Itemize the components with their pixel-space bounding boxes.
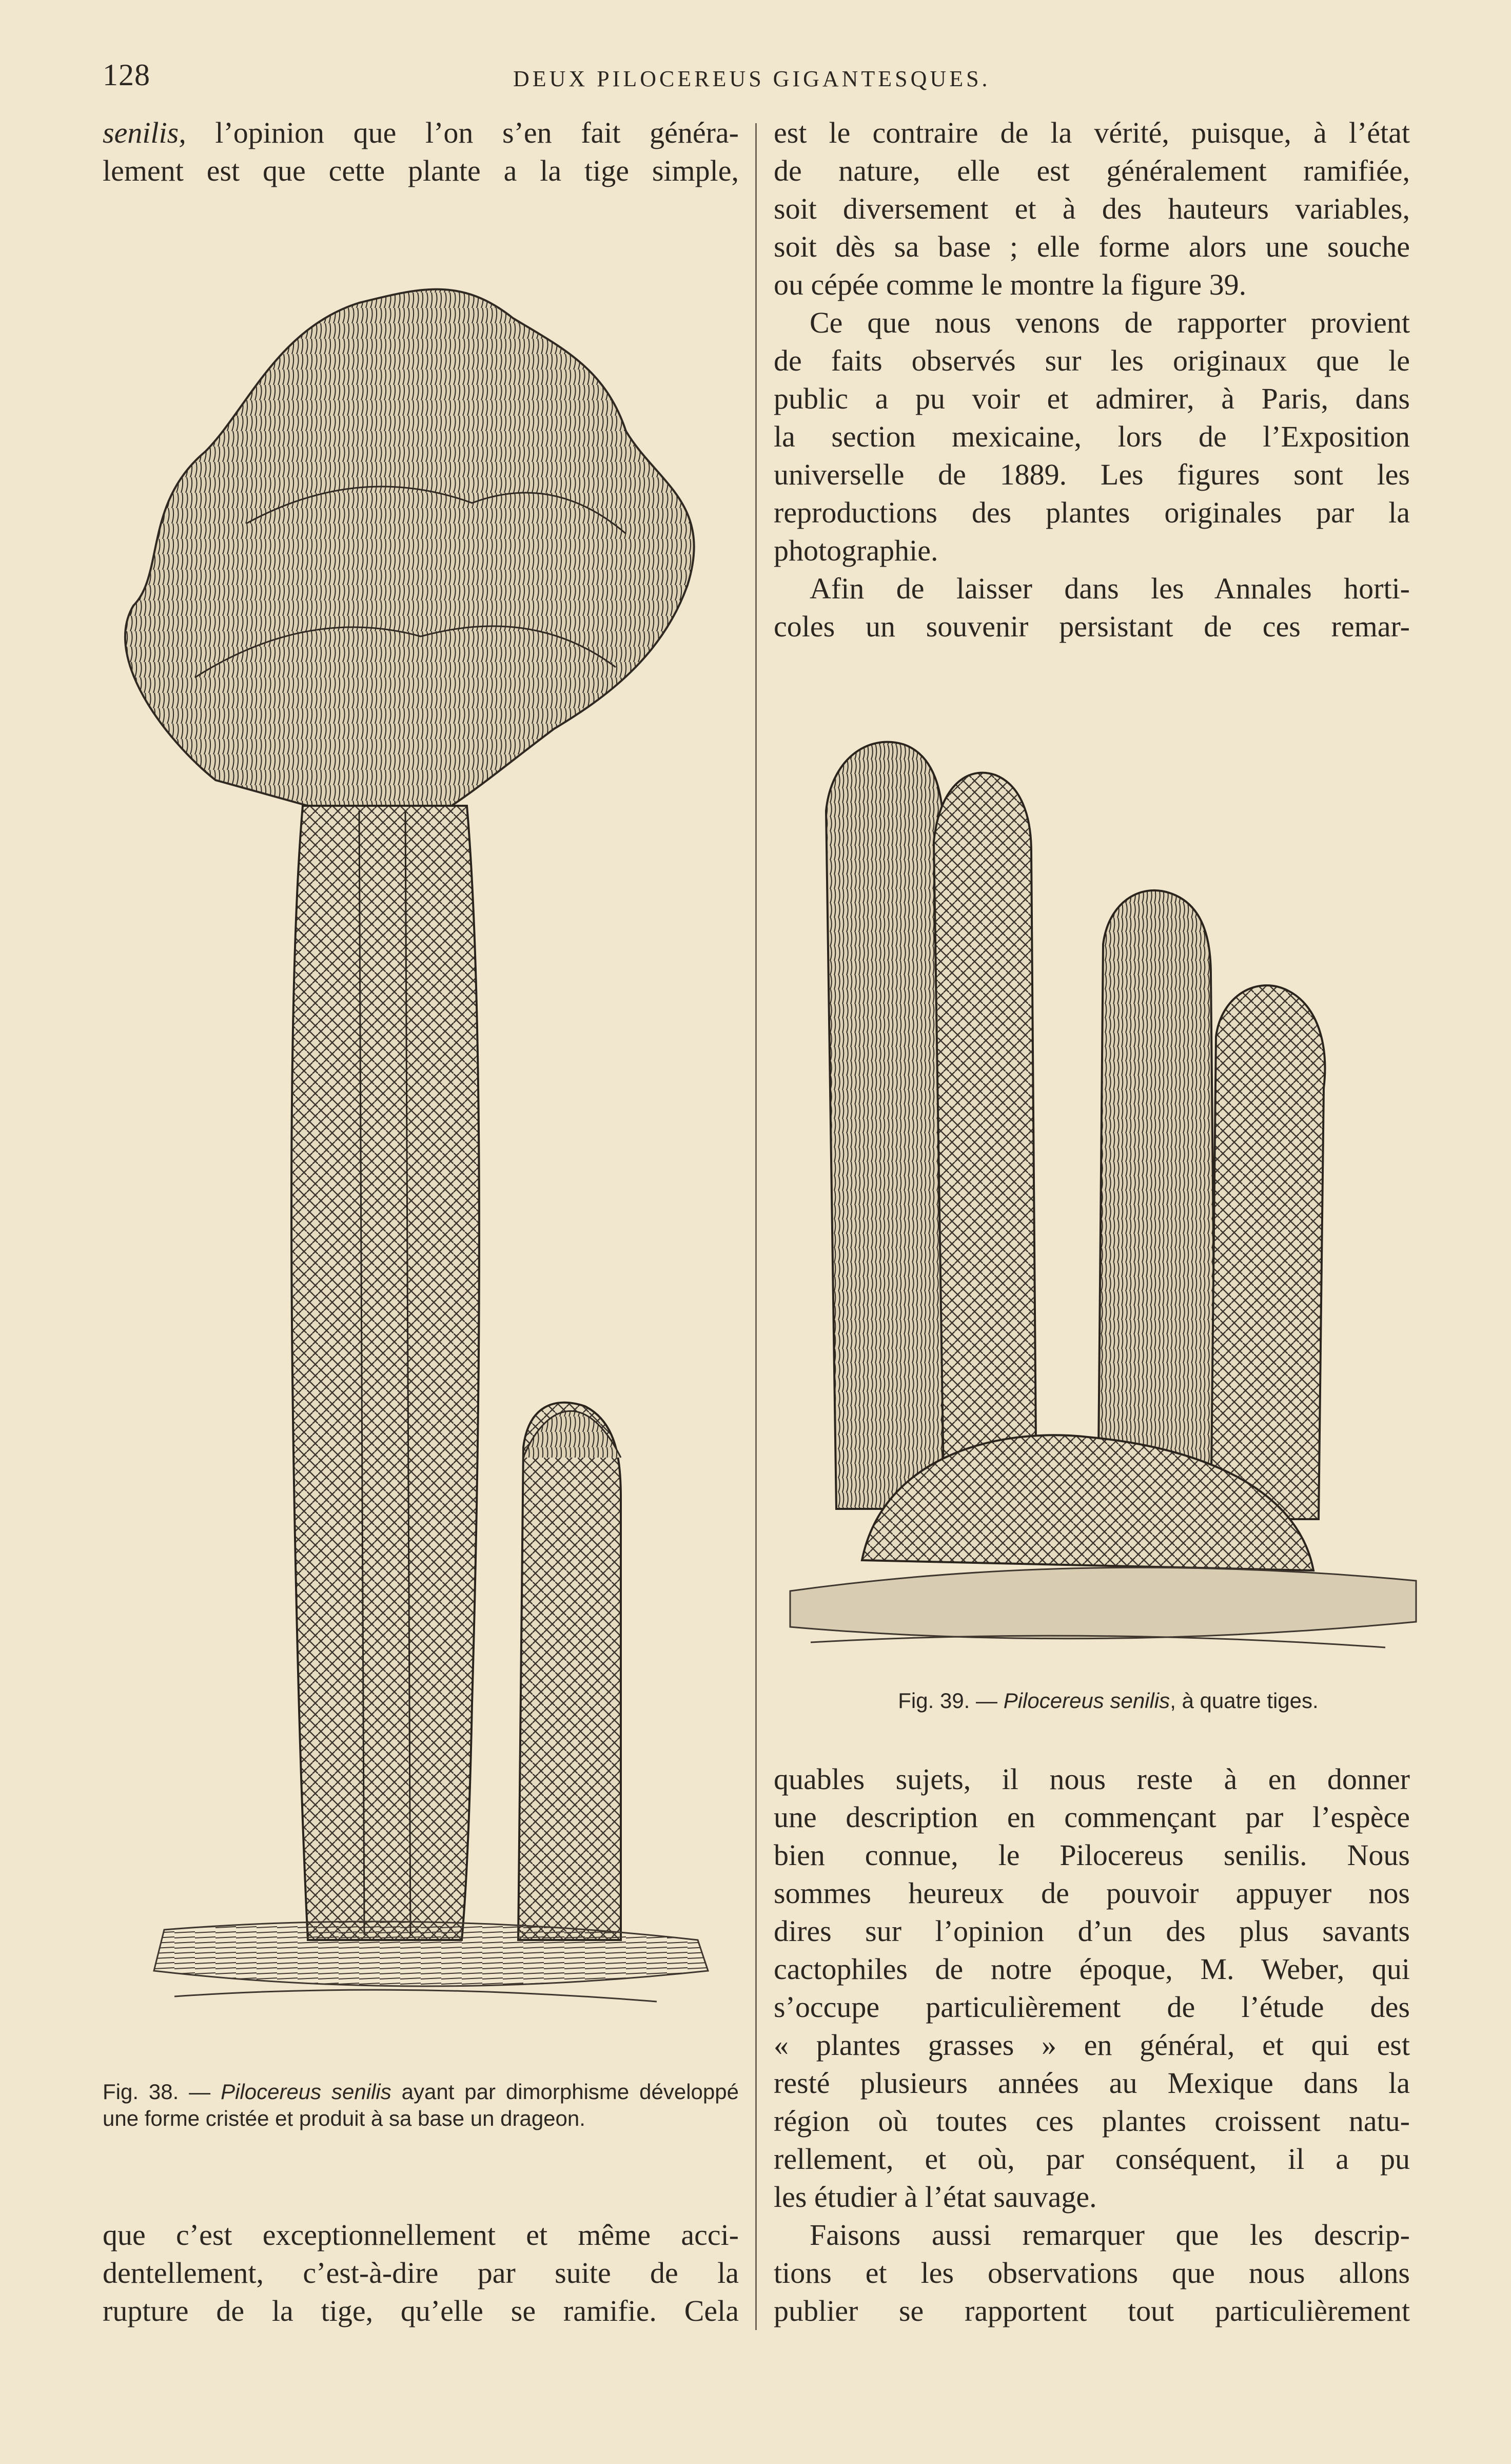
text-line: sommes heureux de pouvoir appuyer nos bbox=[774, 1876, 1410, 1910]
text-line: reproductions des plantes originales par la bbox=[774, 496, 1410, 529]
text-line: la section mexicaine, lors de l’Exposition bbox=[774, 420, 1410, 453]
text-line: de nature, elle est généralement ramifiée, bbox=[774, 154, 1410, 187]
text-line: Faisons aussi remarquer que les descrip- bbox=[810, 2218, 1410, 2252]
text-line: universelle de 1889. Les figures sont les bbox=[774, 458, 1410, 491]
figure-38-caption bbox=[103, 2079, 739, 2132]
caption-label: Fig. 38. — bbox=[103, 2080, 211, 2104]
text-line: une description en commençant par l’espèce bbox=[774, 1800, 1410, 1834]
text-line: photographie. bbox=[774, 534, 938, 567]
caption-text: , à quatre tiges. bbox=[1170, 1689, 1319, 1713]
text-line: publier se rapportent tout particulièrement bbox=[774, 2294, 1410, 2327]
text-line: les étudier à l’état sauvage. bbox=[774, 2180, 1097, 2214]
caption-label: Fig. 39. — bbox=[898, 1689, 998, 1713]
text-line: tions et les observations que nous allons bbox=[774, 2256, 1410, 2290]
cristate-cactus-illustration bbox=[92, 216, 744, 2058]
text-line: dires sur l’opinion d’un des plus savants bbox=[774, 1914, 1410, 1948]
text-line: soit dès sa base ; elle forme alors une souche bbox=[774, 230, 1410, 263]
right-column-bottom-text bbox=[774, 1760, 1410, 2330]
figure-38-engraving bbox=[92, 216, 744, 2058]
text-line: Afin de laisser dans les Annales horti- bbox=[810, 572, 1410, 605]
text-line: resté plusieurs années au Mexique dans la bbox=[774, 2066, 1410, 2100]
left-column-top-text bbox=[103, 114, 739, 190]
text-line: ou cépée comme le montre la figure 39. bbox=[774, 268, 1247, 301]
figure-39-engraving bbox=[780, 688, 1426, 1673]
italic-word: senilis, bbox=[103, 116, 186, 149]
figure-39-caption bbox=[800, 1687, 1416, 1714]
text-line: coles un souvenir persistant de ces remar- bbox=[774, 610, 1410, 643]
text-line: de faits observés sur les originaux que le bbox=[774, 344, 1410, 377]
caption-text: ayant par dimorphisme développé une forme cristée et produit à sa base un drageon. bbox=[103, 2080, 739, 2130]
text-line: public a pu voir et admirer, à Paris, dans bbox=[774, 382, 1410, 415]
text-line bbox=[103, 114, 739, 152]
running-title: DEUX PILOCEREUS GIGANTESQUES. bbox=[513, 66, 991, 91]
text-line: Ce que nous venons de rapporter provient bbox=[810, 306, 1410, 339]
text-line: soit diversement et à des hauteurs variables, bbox=[774, 192, 1410, 225]
line-text: l’opinion que l’on s’en fait généra- bbox=[186, 116, 739, 149]
text-line: quables sujets, il nous reste à en donner bbox=[774, 1762, 1410, 1796]
text-line: « plantes grasses » en général, et qui est bbox=[774, 2028, 1410, 2062]
text-line: région où toutes ces plantes croissent natu- bbox=[774, 2104, 1410, 2138]
text-line: lement est que cette plante a la tige simple, bbox=[103, 154, 739, 187]
right-column-top-text bbox=[774, 114, 1410, 646]
page-number: 128 bbox=[103, 58, 150, 92]
text-line: est le contraire de la vérité, puisque, à l’état bbox=[774, 116, 1410, 149]
caption-species-name: Pilocereus senilis bbox=[221, 2080, 391, 2104]
text-line: dentellement, c’est-à-dire par suite de la bbox=[103, 2256, 739, 2290]
text-line: cactophiles de notre époque, M. Weber, qui bbox=[774, 1952, 1410, 1986]
text-line: que c’est exceptionnellement et même acci- bbox=[103, 2218, 739, 2252]
four-stem-cactus-illustration bbox=[780, 688, 1426, 1673]
column-divider bbox=[755, 123, 757, 2330]
text-line: s’occupe particulièrement de l’étude des bbox=[774, 1990, 1410, 2024]
text-line: rupture de la tige, qu’elle se ramifie. Cela bbox=[103, 2294, 739, 2327]
left-column-bottom-text bbox=[103, 2216, 739, 2330]
text-line: bien connue, le Pilocereus senilis. Nous bbox=[774, 1838, 1410, 1872]
caption-species-name: Pilocereus senilis bbox=[1003, 1689, 1170, 1713]
text-line: rellement, et où, par conséquent, il a pu bbox=[774, 2142, 1410, 2176]
